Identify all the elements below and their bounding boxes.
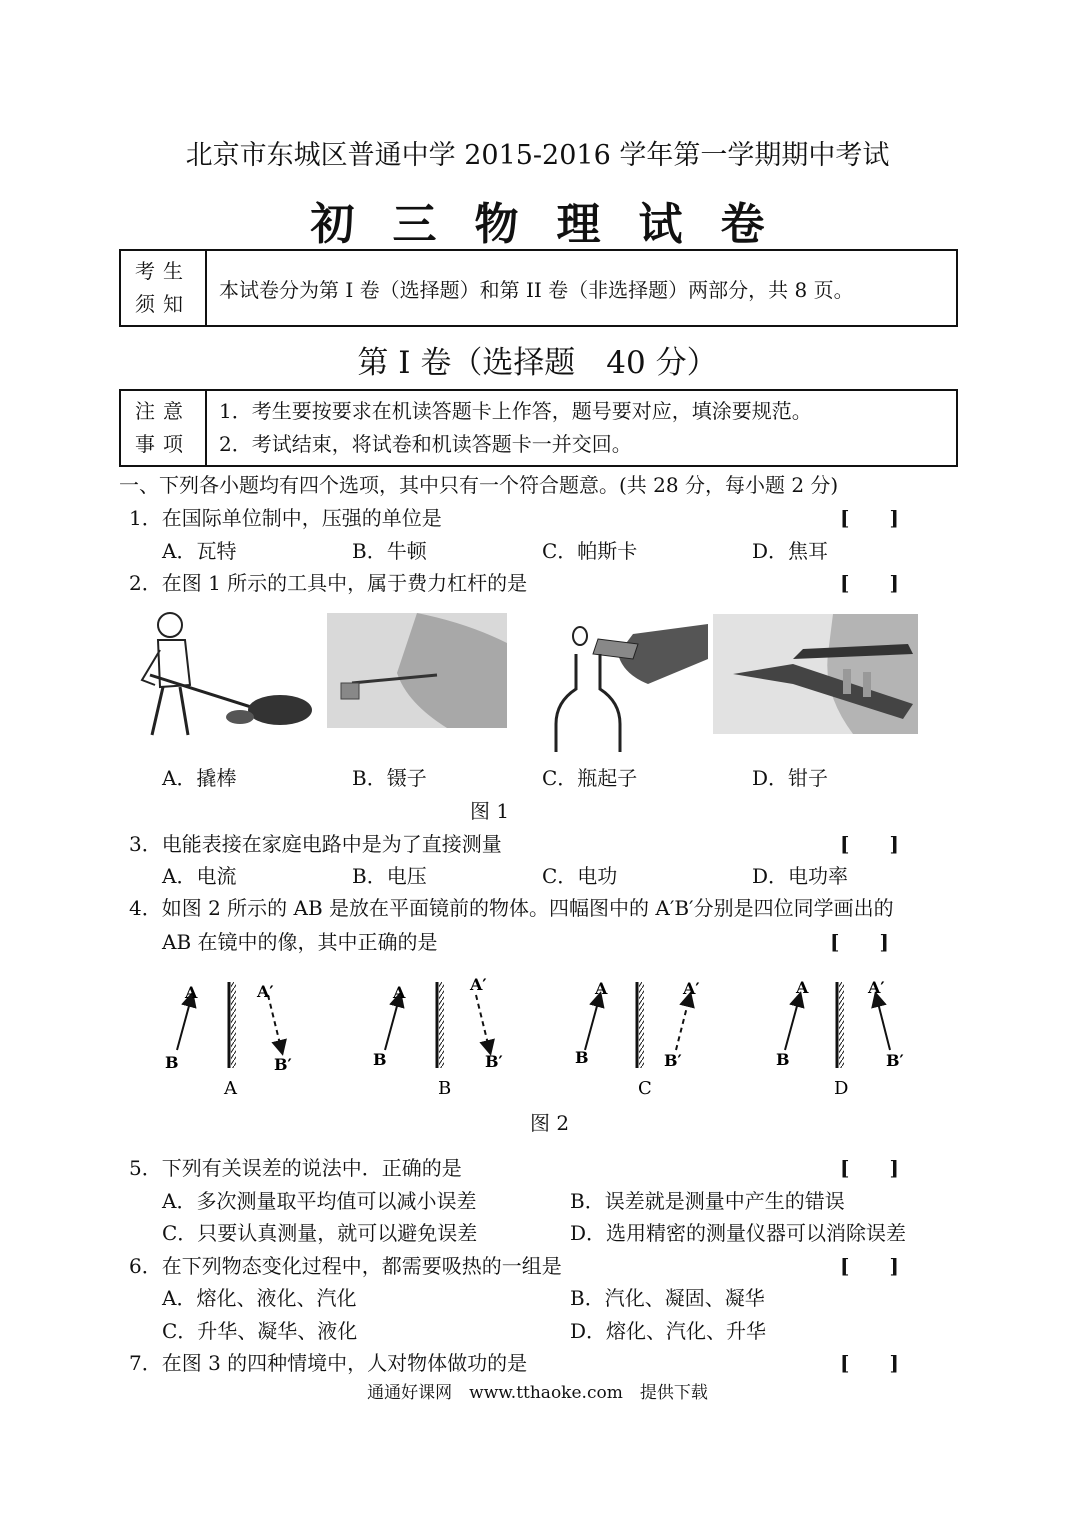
q3-option-c: C．电功 bbox=[542, 864, 618, 888]
part-heading: 一、下列各小题均有四个选项，其中只有一个符合题意。(共 28 分，每小题 2 分) bbox=[119, 473, 839, 497]
figure-2-caption: 图 2 bbox=[530, 1111, 570, 1135]
q4-stem-line1: 4．如图 2 所示的 AB 是放在平面镜前的物体。四幅图中的 A′B′分别是四位同学画出的 bbox=[129, 896, 894, 920]
mirror-label-b: B bbox=[575, 1048, 589, 1067]
q2-option-a: A．撬棒 bbox=[162, 766, 237, 790]
tweezers-photo bbox=[327, 613, 507, 728]
q2-option-b: B．镊子 bbox=[352, 766, 427, 790]
mirror-label-b-prime: B′ bbox=[886, 1051, 904, 1070]
mirror-label-b: B bbox=[165, 1053, 179, 1072]
mirror-label-b-prime: B′ bbox=[664, 1051, 682, 1070]
q5-stem: 5．下列有关误差的说法中．正确的是 bbox=[129, 1156, 462, 1180]
exam-header: 北京市东城区普通中学 2015-2016 学年第一学期期中考试 bbox=[185, 140, 890, 171]
mirror-label-a-prime: A′ bbox=[683, 979, 700, 998]
attention-item-2: 2．考试结束，将试卷和机读答题卡一并交回。 bbox=[219, 432, 632, 456]
footer-credit: 通通好课网 www.tthaoke.com 提供下载 bbox=[367, 1383, 708, 1403]
q3-answer-bracket[interactable]: [ ] bbox=[840, 832, 899, 856]
mirror-label-a: A bbox=[796, 978, 809, 997]
q4-answer-bracket[interactable]: [ ] bbox=[830, 930, 889, 954]
attention-items bbox=[206, 390, 957, 466]
mirror-label-b-prime: B′ bbox=[485, 1052, 503, 1071]
q1-option-c: C．帕斯卡 bbox=[542, 539, 638, 563]
mirror-label-b: B bbox=[776, 1050, 790, 1069]
q5-option-a: A．多次测量取平均值可以减小误差 bbox=[162, 1189, 477, 1213]
attention-box bbox=[119, 389, 958, 467]
mirror-panel-d bbox=[776, 978, 904, 1099]
crowbar-illustration bbox=[130, 605, 320, 750]
mirror-panel-b bbox=[373, 975, 503, 1099]
q5-option-b: B．误差就是测量中产生的错误 bbox=[570, 1189, 845, 1213]
q1-option-b: B．牛顿 bbox=[352, 539, 427, 563]
exam-title: 初三物理试卷 bbox=[310, 199, 803, 250]
q3-option-b: B．电压 bbox=[352, 864, 427, 888]
q2-option-c: C．瓶起子 bbox=[542, 766, 638, 790]
mirror-label-a-prime: A′ bbox=[257, 982, 274, 1001]
mirror-label-b-prime: B′ bbox=[274, 1055, 292, 1074]
attention-label bbox=[120, 390, 206, 466]
q3-option-a: A．电流 bbox=[162, 864, 237, 888]
q3-option-d: D．电功率 bbox=[752, 864, 849, 888]
q7-stem: 7．在图 3 的四种情境中，人对物体做功的是 bbox=[129, 1351, 528, 1375]
mirror-panel-a bbox=[165, 982, 292, 1099]
notice-label-line1: 考生 bbox=[135, 259, 191, 283]
panel-label-c: C bbox=[638, 1078, 652, 1099]
q2-option-d: D．钳子 bbox=[752, 766, 829, 790]
q1-option-a: A．瓦特 bbox=[162, 539, 237, 563]
figure-1-caption: 图 1 bbox=[470, 799, 510, 823]
mirror-label-a: A bbox=[185, 983, 198, 1002]
mirror-panel-c bbox=[575, 979, 700, 1099]
notice-text: 本试卷分为第 I 卷（选择题）和第 II 卷（非选择题）两部分，共 8 页。 bbox=[206, 250, 957, 326]
notice-label-line2: 须知 bbox=[135, 292, 191, 316]
q6-option-c: C．升华、凝华、液化 bbox=[162, 1319, 358, 1343]
q3-stem: 3．电能表接在家庭电路中是为了直接测量 bbox=[129, 832, 502, 856]
notice-label bbox=[120, 250, 206, 326]
attention-item-1: 1．考生要按要求在机读答题卡上作答，题号要对应，填涂要规范。 bbox=[219, 399, 812, 423]
q6-answer-bracket[interactable]: [ ] bbox=[840, 1254, 899, 1278]
q5-option-d: D．选用精密的测量仪器可以消除误差 bbox=[570, 1221, 907, 1245]
panel-label-b: B bbox=[438, 1078, 452, 1099]
q2-answer-bracket[interactable]: [ ] bbox=[840, 571, 899, 595]
pliers-photo bbox=[713, 614, 918, 734]
q6-stem: 6．在下列物态变化过程中，都需要吸热的一组是 bbox=[129, 1254, 562, 1278]
q5-answer-bracket[interactable]: [ ] bbox=[840, 1156, 899, 1180]
mirror-diagrams bbox=[150, 970, 940, 1100]
q4-stem-line2: AB 在镜中的像，其中正确的是 bbox=[162, 930, 438, 954]
q6-option-a: A．熔化、液化、汽化 bbox=[162, 1286, 357, 1310]
attention-label-line2: 事项 bbox=[135, 432, 191, 456]
mirror-label-b: B bbox=[373, 1050, 387, 1069]
q5-option-c: C．只要认真测量，就可以避免误差 bbox=[162, 1221, 478, 1245]
q1-answer-bracket[interactable]: [ ] bbox=[840, 506, 899, 530]
q1-option-d: D．焦耳 bbox=[752, 539, 829, 563]
q6-option-b: B．汽化、凝固、凝华 bbox=[570, 1286, 765, 1310]
section-title: 第 I 卷（选择题 40 分） bbox=[357, 345, 718, 381]
notice-box bbox=[119, 249, 958, 327]
panel-label-d: D bbox=[834, 1078, 849, 1099]
mirror-label-a: A bbox=[393, 983, 406, 1002]
bottle-opener-illustration bbox=[538, 614, 713, 752]
q6-option-d: D．熔化、汽化、升华 bbox=[570, 1319, 767, 1343]
mirror-label-a-prime: A′ bbox=[470, 975, 487, 994]
q2-stem: 2．在图 1 所示的工具中，属于费力杠杆的是 bbox=[129, 571, 528, 595]
q1-stem: 1．在国际单位制中，压强的单位是 bbox=[129, 506, 442, 530]
attention-label-line1: 注意 bbox=[135, 399, 191, 423]
mirror-label-a: A bbox=[595, 979, 608, 998]
q7-answer-bracket[interactable]: [ ] bbox=[840, 1351, 899, 1375]
mirror-label-a-prime: A′ bbox=[868, 978, 885, 997]
panel-label-a: A bbox=[224, 1078, 237, 1099]
